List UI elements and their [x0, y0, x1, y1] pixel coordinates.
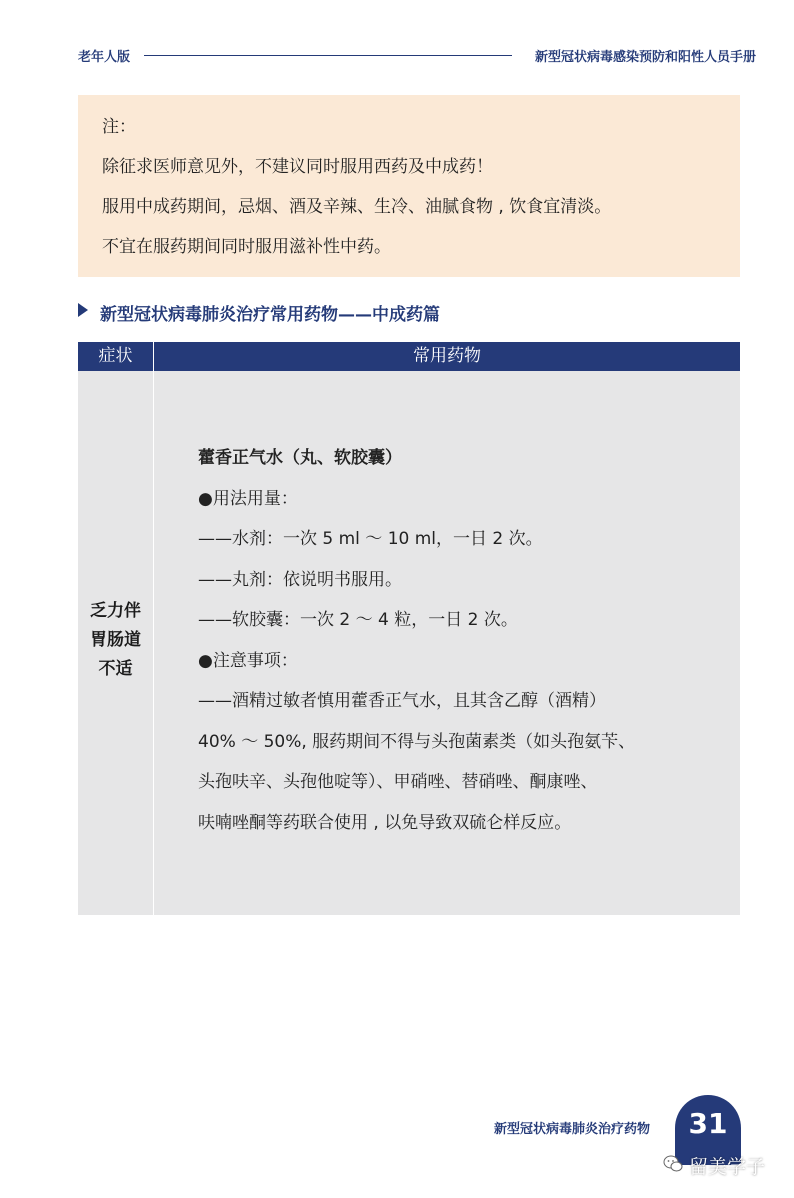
medicine-line: ——丸剂：依说明书服用。 — [198, 569, 402, 590]
medicine-line: 头孢呋辛、头孢他啶等）、甲硝唑、替硝唑、酮康唑、 — [198, 772, 598, 792]
table-row — [78, 371, 740, 915]
column-divider — [153, 371, 154, 915]
edition-label: 老年人版 — [78, 50, 131, 65]
medicine-line: 呋喃唑酮等药联合使用 , 以免导致双硫仑样反应。 — [198, 812, 572, 833]
section-title-text: 新型冠状病毒肺炎治疗常用药物——中成药篇 — [100, 305, 440, 325]
medicine-line: ——水剂：一次 5 ml ～ 10 ml，一日 2 次。 — [198, 529, 543, 549]
header-rule — [144, 55, 512, 56]
manual-title: 新型冠状病毒感染预防和阳性人员手册 — [534, 50, 756, 65]
symptom-line: 乏力伴 — [90, 601, 141, 621]
symptom-cell — [78, 597, 153, 684]
page-number: 31 — [688, 1107, 728, 1140]
note-box — [78, 95, 740, 277]
watermark-text: 留美学子 — [689, 1156, 766, 1178]
medicine-line: ●注意事项： — [198, 650, 298, 671]
header-symptom: 症状 — [98, 346, 133, 366]
note-line: 不宜在服药期间同时服用滋补性中药。 — [102, 237, 391, 257]
medicine-line: 40% ～ 50%, 服药期间不得与头孢菌素类（如头孢氨苄、 — [198, 731, 636, 752]
page-header — [78, 46, 756, 70]
note-line: 除征求医师意见外，不建议同时服用西药及中成药！ — [102, 157, 493, 177]
footer-title: 新型冠状病毒肺炎治疗药物 — [494, 1122, 651, 1137]
medicine-line: ——软胶囊：一次 2 ～ 4 粒，一日 2 次。 — [198, 610, 518, 630]
header-medicine: 常用药物 — [413, 346, 481, 366]
medicine-cell — [198, 438, 718, 843]
medicine-line: ——酒精过敏者慎用藿香正气水，且其含乙醇（酒精） — [198, 691, 606, 711]
symptom-line: 不适 — [98, 659, 133, 679]
table-header-row — [78, 342, 740, 371]
symptom-line: 胃肠道 — [90, 630, 141, 650]
triangle-bullet-icon — [78, 303, 88, 317]
note-heading: 注： — [102, 117, 136, 137]
medicine-title: 藿香正气水（丸、软胶囊） — [198, 448, 402, 468]
medicine-line: ●用法用量： — [198, 488, 298, 509]
wechat-icon — [663, 1155, 683, 1173]
note-line: 服用中成药期间，忌烟、酒及辛辣、生冷、油腻食物 , 饮食宜清淡。 — [102, 197, 612, 217]
